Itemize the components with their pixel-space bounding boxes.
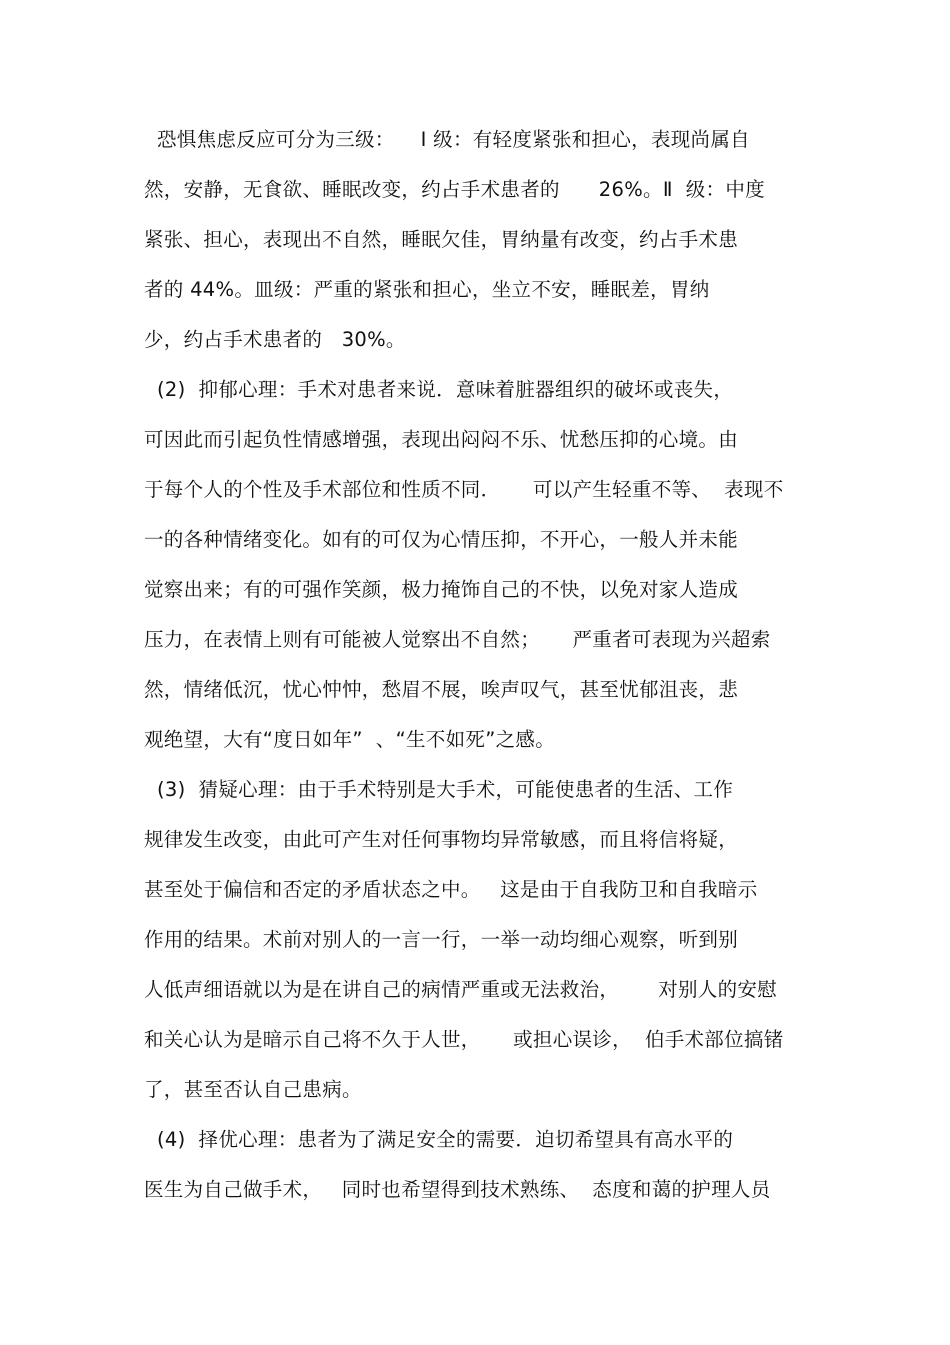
text-line: 甚至处于偏信和否定的矛盾状态之中。 这是由于自我防卫和自我暗示 <box>144 878 758 901</box>
text-line: 压力，在表情上则有可能被人觉察出不自然； 严重者可表现为兴超索 <box>144 628 771 651</box>
text-line: 医生为自己做手术， 同时也希望得到技术熟练、 态度和蔼的护理人员 <box>144 1178 771 1201</box>
text-line: 然，情绪低沉，忧心忡忡，愁眉不展，唉声叹气，甚至忧郁沮丧，悲 <box>144 678 739 701</box>
text-line: (2) 抑郁心理：手术对患者来说．意味着脏器组织的破坏或丧失， <box>144 378 734 401</box>
text-line: 者的 44%。皿级：严重的紧张和担心，坐立不安，睡眠差，胃纳 <box>144 278 710 301</box>
text-line: 规律发生改变，由此可产生对任何事物均异常敏感，而且将信将疑， <box>144 828 739 851</box>
text-line: 和关心认为是暗示自己将不久于人世， 或担心误诊， 伯手术部位搞锗 <box>144 1028 784 1051</box>
text-line: 少，约占手术患者的 30%。 <box>144 328 406 351</box>
text-line: (4) 择优心理：患者为了满足安全的需要．迫切希望具有高水平的 <box>144 1128 734 1151</box>
text-line: 觉察出来；有的可强作笑颜，极力掩饰自己的不快，以免对家人造成 <box>144 578 739 601</box>
text-line: 于每个人的个性及手术部位和性质不同． 可以产生轻重不等、 表现不 <box>144 478 784 501</box>
text-line: 人低声细语就以为是在讲自己的病情严重或无法救治， 对别人的安慰 <box>144 978 777 1001</box>
text-line: 然，安静，无食欲、睡眠改变，约占手术患者的 26%。Ⅱ 级：中度 <box>144 178 765 201</box>
text-line: 了，甚至否认自己患病。 <box>144 1078 362 1101</box>
text-line: 可因此而引起负性情感增强，表现出闷闷不乐、忧愁压抑的心境。由 <box>144 428 739 451</box>
text-line: 紧张、担心，表现出不自然，睡眠欠佳，胃纳量有改变，约占手术患 <box>144 228 739 251</box>
text-line: 作用的结果。术前对别人的一言一行，一举一动均细心观察，听到别 <box>144 928 739 951</box>
text-line: 恐惧焦虑反应可分为三级： Ⅰ 级：有轻度紧张和担心，表现尚属自 <box>144 128 750 151</box>
text-line: 观绝望，大有“度日如年” 、“生不如死”之感。 <box>144 728 556 751</box>
text-line: (3) 猜疑心理：由于手术特别是大手术，可能使患者的生活、工作 <box>144 778 734 801</box>
text-line: 一的各种情绪变化。如有的可仅为心情压抑，不开心，一般人并未能 <box>144 528 739 551</box>
